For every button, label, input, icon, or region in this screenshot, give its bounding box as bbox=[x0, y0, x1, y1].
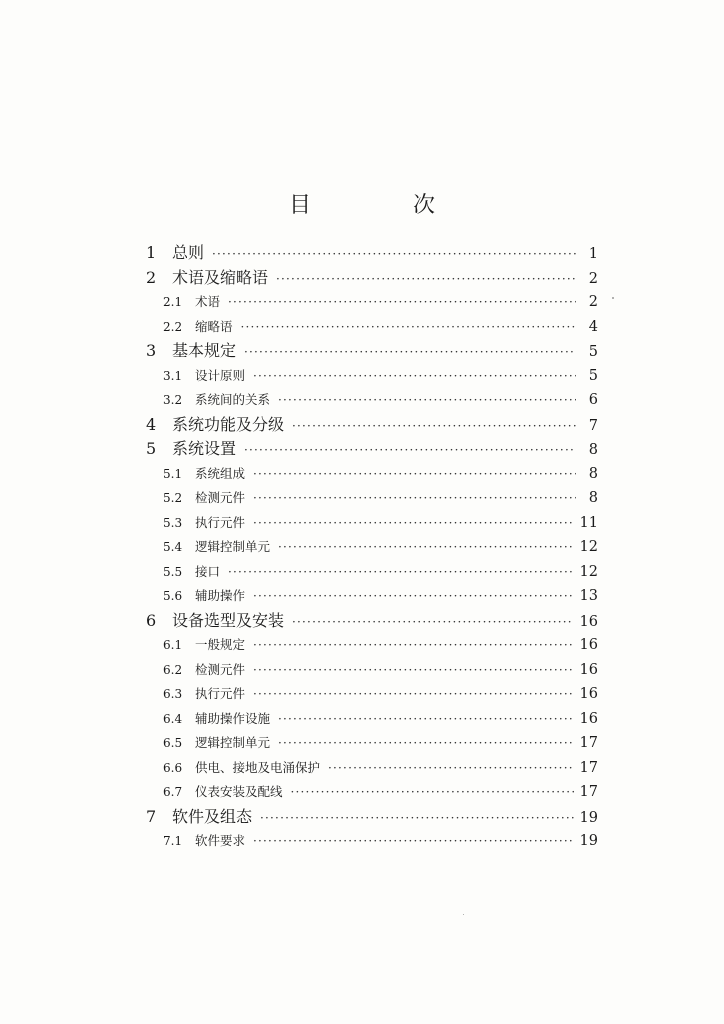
toc-entry-label: 检测元件 bbox=[195, 490, 246, 505]
toc-entry-number: 2 bbox=[146, 267, 157, 287]
toc-entry-label: 系统设置 bbox=[172, 439, 237, 458]
toc-entry-page: 16 bbox=[579, 686, 598, 702]
toc-entry bbox=[146, 707, 598, 732]
dot-leader bbox=[253, 462, 576, 487]
toc-entry bbox=[146, 682, 598, 707]
toc-entry-label: 软件要求 bbox=[195, 833, 246, 848]
toc-entry bbox=[146, 241, 598, 266]
toc-entry-page: 11 bbox=[579, 514, 598, 531]
toc-entry bbox=[146, 805, 598, 830]
toc-entry-page: 4 bbox=[588, 318, 598, 335]
toc-entry bbox=[146, 437, 598, 462]
table-of-contents bbox=[146, 241, 598, 854]
toc-entry-label: 执行元件 bbox=[195, 514, 246, 530]
toc-entry-label: 系统组成 bbox=[195, 465, 246, 481]
toc-entry-page: 17 bbox=[579, 784, 598, 800]
toc-entry-page: 8 bbox=[588, 442, 598, 458]
toc-entry-number: 5.4 bbox=[163, 540, 183, 554]
toc-entry-label: 术语 bbox=[195, 294, 221, 309]
scan-speck bbox=[612, 297, 614, 299]
dot-leader bbox=[253, 584, 574, 609]
dot-leader bbox=[291, 780, 574, 805]
toc-entry-number: 3.2 bbox=[163, 393, 183, 407]
toc-entry bbox=[146, 658, 598, 683]
toc-entry bbox=[146, 731, 598, 756]
toc-entry-page: 16 bbox=[579, 637, 598, 653]
toc-entry-page: 16 bbox=[579, 613, 598, 630]
toc-entry-label: 供电、接地及电涌保护 bbox=[195, 759, 321, 775]
toc-entry-number: 3 bbox=[146, 341, 157, 360]
toc-entry-label: 仪表安装及配线 bbox=[195, 784, 283, 799]
toc-entry-page: 19 bbox=[579, 809, 598, 826]
toc-entry-label: 术语及缩略语 bbox=[172, 267, 269, 287]
toc-entry bbox=[146, 511, 598, 536]
toc-entry-number: 5.3 bbox=[163, 515, 183, 530]
dot-leader bbox=[278, 535, 574, 560]
toc-entry-number: 5.1 bbox=[163, 466, 183, 481]
dot-leader bbox=[212, 242, 576, 267]
toc-entry-page: 16 bbox=[579, 661, 598, 678]
dot-leader bbox=[260, 806, 574, 831]
toc-entry-page: 16 bbox=[579, 710, 598, 727]
toc-entry-page: 12 bbox=[579, 539, 598, 555]
toc-entry bbox=[146, 535, 598, 560]
toc-entry bbox=[146, 315, 598, 340]
toc-entry-page: 5 bbox=[588, 344, 598, 360]
toc-entry bbox=[146, 266, 598, 291]
toc-entry-label: 一般规定 bbox=[195, 637, 246, 652]
toc-entry-number: 7.1 bbox=[163, 834, 183, 848]
dot-leader bbox=[253, 829, 574, 854]
toc-entry bbox=[146, 584, 598, 609]
dot-leader bbox=[228, 290, 576, 315]
toc-entry-label: 辅助操作 bbox=[195, 588, 246, 603]
toc-entry-label: 缩略语 bbox=[195, 318, 233, 334]
toc-entry bbox=[146, 364, 598, 389]
dot-leader bbox=[276, 267, 576, 292]
toc-entry bbox=[146, 290, 598, 315]
toc-entry-page: 1 bbox=[588, 246, 598, 262]
toc-entry-number: 2.2 bbox=[163, 319, 183, 334]
toc-entry-number: 6.2 bbox=[163, 662, 183, 677]
toc-entry-label: 系统间的关系 bbox=[195, 392, 271, 407]
toc-entry-number: 6.7 bbox=[163, 785, 183, 799]
toc-entry-number: 5 bbox=[146, 439, 157, 458]
toc-entry-number: 6.4 bbox=[163, 711, 183, 726]
toc-entry bbox=[146, 413, 598, 438]
toc-entry-label: 总则 bbox=[172, 243, 205, 262]
toc-entry-number: 4 bbox=[146, 414, 157, 434]
dot-leader bbox=[292, 610, 574, 635]
dot-leader bbox=[244, 340, 576, 365]
toc-entry-page: 2 bbox=[588, 270, 598, 287]
dot-leader bbox=[253, 511, 574, 536]
toc-entry-page: 5 bbox=[588, 367, 598, 384]
toc-entry-number: 7 bbox=[146, 806, 157, 826]
toc-entry-label: 接口 bbox=[195, 563, 221, 579]
dot-leader bbox=[241, 315, 576, 340]
dot-leader bbox=[244, 438, 576, 463]
dot-leader bbox=[278, 388, 576, 413]
toc-entry-number: 6.3 bbox=[163, 687, 183, 701]
toc-entry bbox=[146, 486, 598, 511]
page-title: 目 次 bbox=[288, 193, 475, 218]
dot-leader bbox=[278, 731, 574, 756]
toc-entry-number: 5.5 bbox=[163, 564, 183, 579]
scan-speck bbox=[463, 914, 464, 915]
dot-leader bbox=[328, 756, 574, 781]
dot-leader bbox=[228, 560, 574, 585]
dot-leader bbox=[253, 486, 576, 511]
toc-entry-number: 6.6 bbox=[163, 760, 183, 775]
toc-entry-page: 17 bbox=[579, 759, 598, 776]
toc-entry bbox=[146, 339, 598, 364]
toc-entry-page: 8 bbox=[588, 465, 598, 482]
toc-entry-page: 17 bbox=[579, 735, 598, 751]
toc-entry-label: 检测元件 bbox=[195, 661, 246, 677]
toc-entry-page: 7 bbox=[588, 417, 598, 434]
toc-entry bbox=[146, 609, 598, 634]
toc-entry-page: 19 bbox=[579, 833, 598, 849]
dot-leader bbox=[253, 364, 576, 389]
toc-entry-page: 8 bbox=[588, 490, 598, 506]
toc-entry-page: 13 bbox=[579, 588, 598, 604]
toc-entry-label: 软件及组态 bbox=[172, 806, 253, 826]
toc-entry bbox=[146, 388, 598, 413]
toc-entry-label: 系统功能及分级 bbox=[172, 414, 285, 434]
toc-entry-label: 设计原则 bbox=[195, 367, 246, 383]
toc-entry bbox=[146, 462, 598, 487]
toc-entry bbox=[146, 829, 598, 854]
toc-entry-page: 6 bbox=[588, 392, 598, 408]
toc-entry bbox=[146, 756, 598, 781]
dot-leader bbox=[253, 658, 574, 683]
toc-entry-page: 12 bbox=[579, 563, 598, 580]
toc-entry bbox=[146, 560, 598, 585]
toc-entry-number: 6 bbox=[146, 610, 157, 630]
dot-leader bbox=[253, 633, 574, 658]
toc-entry-number: 2.1 bbox=[163, 295, 183, 309]
toc-entry-label: 辅助操作设施 bbox=[195, 710, 271, 726]
toc-entry-label: 设备选型及安装 bbox=[172, 610, 285, 630]
toc-entry-number: 5.6 bbox=[163, 589, 183, 603]
toc-entry-page: 2 bbox=[588, 294, 598, 310]
toc-entry-number: 3.1 bbox=[163, 368, 183, 383]
toc-entry-label: 执行元件 bbox=[195, 686, 246, 701]
dot-leader bbox=[278, 707, 574, 732]
toc-entry-label: 逻辑控制单元 bbox=[195, 539, 271, 554]
dot-leader bbox=[253, 682, 574, 707]
toc-entry-label: 逻辑控制单元 bbox=[195, 735, 271, 750]
toc-entry-number: 6.1 bbox=[163, 638, 183, 652]
toc-entry-number: 1 bbox=[146, 243, 157, 262]
dot-leader bbox=[292, 414, 576, 439]
toc-entry-label: 基本规定 bbox=[172, 341, 237, 360]
toc-entry-number: 6.5 bbox=[163, 736, 183, 750]
toc-entry-number: 5.2 bbox=[163, 491, 183, 505]
toc-entry bbox=[146, 633, 598, 658]
toc-entry bbox=[146, 780, 598, 805]
